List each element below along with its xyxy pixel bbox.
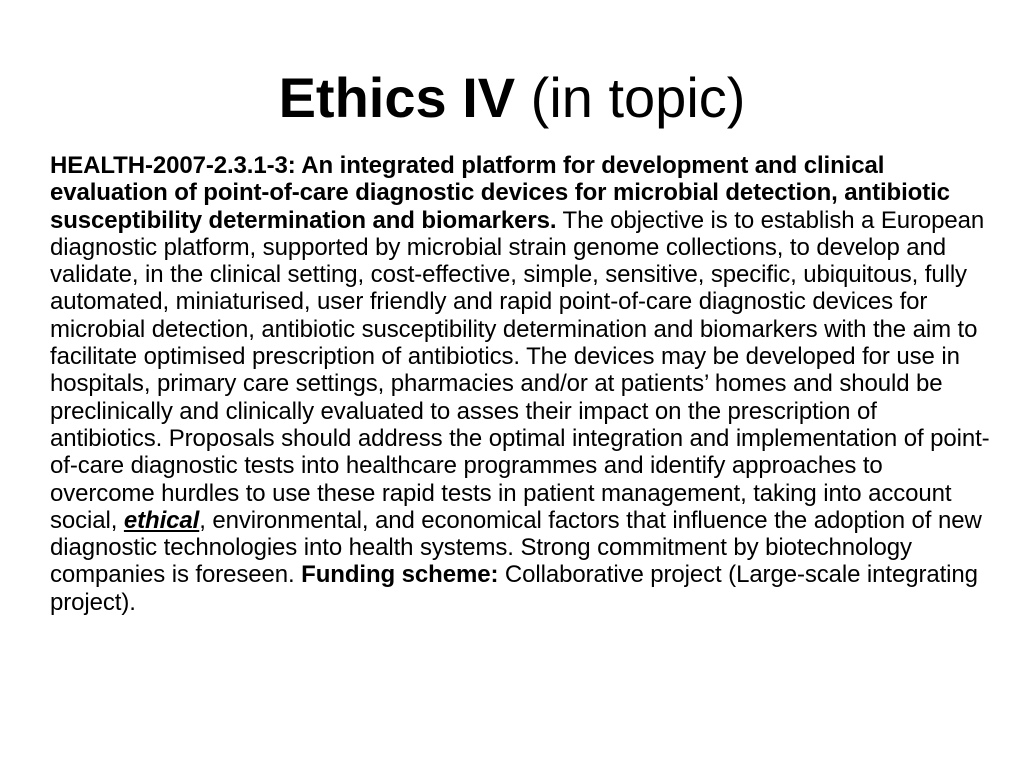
body-text-part-2: , environmental, and economical factors that influence the adoption of new diagnostic technologies into health systems. Strong commitment by biotechnology companies is foreseen. xyxy=(50,506,982,589)
ethical-emphasis: ethical xyxy=(123,506,200,534)
body-text-part-1: The objective is to establish a European diagnostic platform, supported by microbial strain genome collections, to develop and validate, in the clinical setting, cost-effective, simple, sensitive, specific, ubiquitous, fully automated, miniaturised, user friendly and rapid point-of-care diagnostic devices for microbial detection, antibiotic susceptibility determination and biomarkers with the aim to facilitate optimised prescription of antibiotics. The devices may be developed for use in hospitals, primary care settings, pharmacies and/or at patients’ homes and should be preclinically and clinically evaluated to asses their impact on the prescription of antibiotics. Proposals should address the optimal integration and implementation of point-of-care diagnostic tests into healthcare programmes and identify approaches to overcome hurdles to use these rapid tests in patient management, taking into account social, xyxy=(50,206,990,534)
topic-heading: HEALTH-2007-2.3.1-3: An integrated platform for development and clinical evaluation of point-of-care diagnostic devices for microbial detection, antibiotic susceptibility determination and biomarkers. xyxy=(50,152,950,234)
funding-scheme-text: Collaborative project (Large-scale integrating project). xyxy=(50,561,978,616)
slide-title-main: Ethics IV xyxy=(278,66,516,129)
slide-title-sub: (in topic) xyxy=(530,66,746,129)
slide-title xyxy=(0,58,1024,138)
funding-scheme-label: Funding scheme: xyxy=(301,561,499,589)
slide-body-text xyxy=(50,152,990,616)
